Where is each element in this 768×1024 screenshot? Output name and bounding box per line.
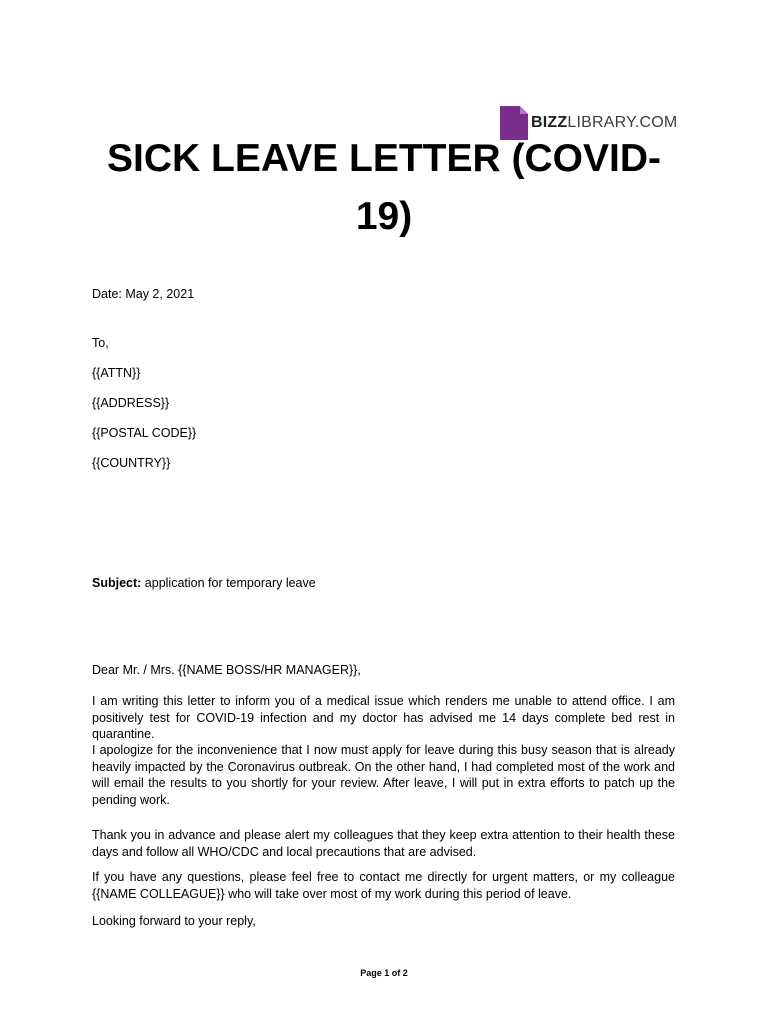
subject-line: [92, 575, 316, 591]
title-line-1: SICK LEAVE LETTER (COVID-: [107, 137, 661, 180]
letter-title: [80, 130, 688, 246]
recipient-country: {{COUNTRY}}: [92, 456, 171, 470]
salutation: Dear Mr. / Mrs. {{NAME BOSS/HR MANAGER}},: [92, 663, 361, 677]
recipient-attn: {{ATTN}}: [92, 366, 141, 380]
body-paragraph-3: Thank you in advance and please alert my colleagues that they keep extra attention to their health these days and follow all WHO/CDC and local precautions that are advised.: [92, 828, 675, 859]
page-number: Page 1 of 2: [360, 968, 408, 978]
recipient-to: To,: [92, 336, 109, 350]
body-paragraph-2: I apologize for the inconvenience that I now must apply for leave during this busy season that is already heavily impacted by the Coronavirus outbreak. On the other hand, I had completed most of the work and will email the results to you shortly for your review. After leave, I will put in extra efforts to patch up the pending work.: [92, 743, 675, 807]
recipient-address: {{ADDRESS}}: [92, 396, 170, 410]
closing-line: Looking forward to your reply,: [92, 914, 256, 928]
logo-text-bold: BIZZ: [531, 114, 568, 131]
body-paragraph-4: If you have any questions, please feel free to contact me directly for urgent matters, or my colleague {{NAME COLLEAGUE}} who will take over most of my work during this period of leave.: [92, 870, 675, 901]
recipient-postal-code: {{POSTAL CODE}}: [92, 426, 197, 440]
body-paragraph-1: I am writing this letter to inform you of a medical issue which renders me unable to attend office. I am positively test for COVID-19 infection and my doctor has advised me 14 days complete bed rest in quarantine.: [92, 694, 675, 741]
title-line-2: 19): [355, 195, 413, 238]
date-line: Date: May 2, 2021: [92, 287, 195, 301]
subject-text: application for temporary leave: [141, 576, 316, 590]
logo-text-rest: LIBRARY.COM: [567, 114, 678, 131]
subject-label: Subject:: [92, 576, 142, 590]
